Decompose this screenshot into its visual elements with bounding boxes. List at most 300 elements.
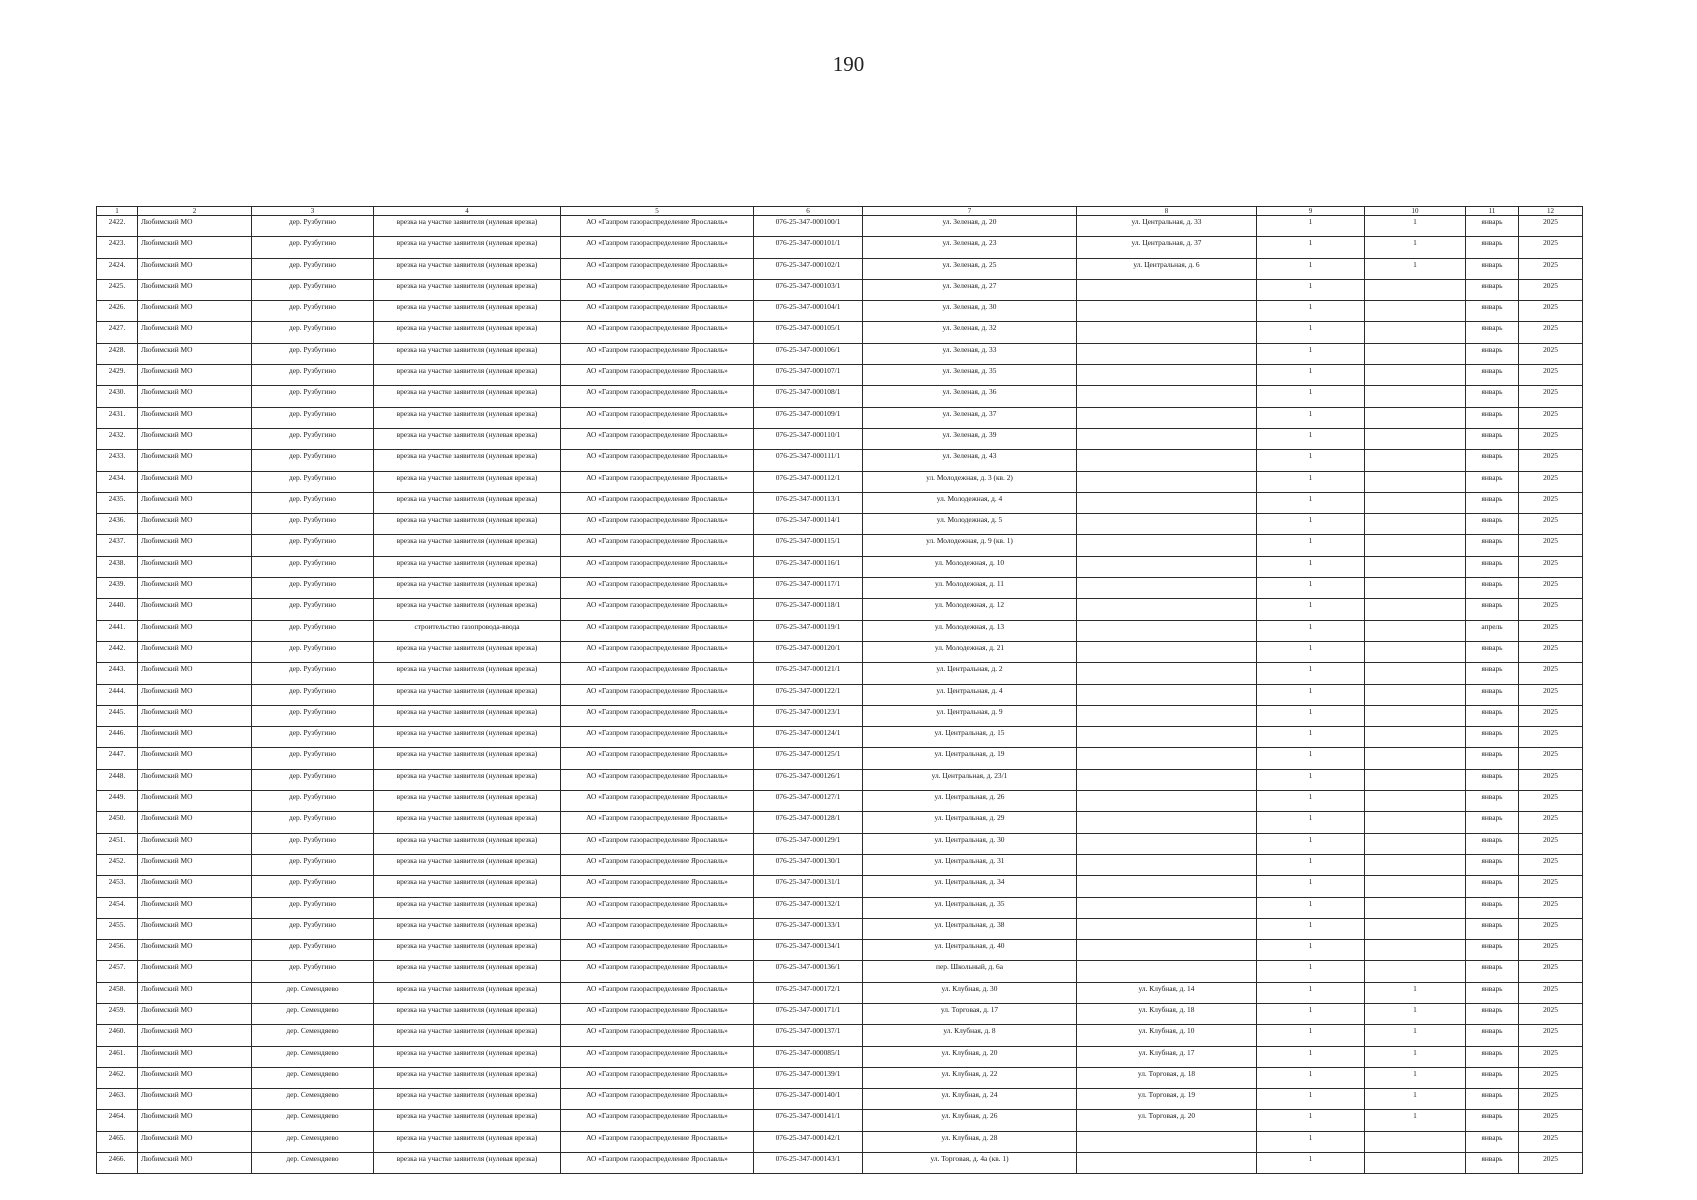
table-row — [97, 1046, 1583, 1067]
table-cell: январь — [1466, 428, 1519, 449]
table-cell: 2025 — [1519, 428, 1583, 449]
table-cell: ул. Центральная, д. 31 — [863, 854, 1077, 875]
table-cell: 1 — [1257, 386, 1365, 407]
table-cell: врезка на участке заявителя (нулевая врезка) — [374, 748, 561, 769]
table-cell — [1077, 578, 1257, 599]
table-cell — [1077, 812, 1257, 833]
table-cell — [1077, 769, 1257, 790]
table-cell: 2025 — [1519, 279, 1583, 300]
table-cell: 1 — [1257, 620, 1365, 641]
table-cell: 076-25-347-000142/1 — [754, 1131, 863, 1152]
table-cell: 2025 — [1519, 663, 1583, 684]
table-cell: АО «Газпром газораспределение Ярославль» — [561, 428, 754, 449]
table-cell: врезка на участке заявителя (нулевая врезка) — [374, 343, 561, 364]
table-cell: 1 — [1257, 450, 1365, 471]
table-cell — [1365, 279, 1466, 300]
table-cell: дер. Рузбугино — [252, 663, 374, 684]
column-number: 4 — [374, 207, 561, 216]
table-cell: дер. Семендяево — [252, 1110, 374, 1131]
table-cell: АО «Газпром газораспределение Ярославль» — [561, 450, 754, 471]
table-cell: 076-25-347-000103/1 — [754, 279, 863, 300]
table-cell: 2434. — [97, 471, 138, 492]
table-cell: 1 — [1257, 727, 1365, 748]
column-number: 7 — [863, 207, 1077, 216]
table-cell: врезка на участке заявителя (нулевая врезка) — [374, 791, 561, 812]
table-cell — [1365, 514, 1466, 535]
table-cell: 2427. — [97, 322, 138, 343]
table-cell: январь — [1466, 216, 1519, 237]
table-cell: 076-25-347-000107/1 — [754, 365, 863, 386]
table-cell — [1365, 641, 1466, 662]
table-cell: дер. Рузбугино — [252, 492, 374, 513]
table-row — [97, 556, 1583, 577]
table-cell: Любимский МО — [138, 897, 252, 918]
table-cell: 1 — [1257, 1153, 1365, 1174]
table-cell: АО «Газпром газораспределение Ярославль» — [561, 279, 754, 300]
table-cell: дер. Рузбугино — [252, 918, 374, 939]
table-cell: январь — [1466, 343, 1519, 364]
table-cell: Любимский МО — [138, 1110, 252, 1131]
table-cell: дер. Рузбугино — [252, 343, 374, 364]
table-cell: врезка на участке заявителя (нулевая врезка) — [374, 407, 561, 428]
table-cell: 1 — [1365, 1089, 1466, 1110]
table-cell: ул. Центральная, д. 6 — [1077, 258, 1257, 279]
table-cell: Любимский МО — [138, 833, 252, 854]
table-cell: январь — [1466, 705, 1519, 726]
table-cell: Любимский МО — [138, 876, 252, 897]
table-cell: АО «Газпром газораспределение Ярославль» — [561, 258, 754, 279]
table-cell: январь — [1466, 982, 1519, 1003]
table-cell: 2440. — [97, 599, 138, 620]
table-row — [97, 769, 1583, 790]
table-cell: 2462. — [97, 1067, 138, 1088]
table-cell: АО «Газпром газораспределение Ярославль» — [561, 1131, 754, 1152]
table-cell: врезка на участке заявителя (нулевая врезка) — [374, 1046, 561, 1067]
table-cell: Любимский МО — [138, 620, 252, 641]
table-row — [97, 279, 1583, 300]
table-cell: 1 — [1257, 1003, 1365, 1024]
table-cell: врезка на участке заявителя (нулевая врезка) — [374, 322, 561, 343]
table-cell — [1077, 641, 1257, 662]
table-cell: дер. Рузбугино — [252, 705, 374, 726]
table-cell: АО «Газпром газораспределение Ярославль» — [561, 748, 754, 769]
table-cell: врезка на участке заявителя (нулевая врезка) — [374, 1153, 561, 1174]
table-cell: 1 — [1365, 237, 1466, 258]
table-cell: ул. Молодежная, д. 12 — [863, 599, 1077, 620]
table-cell: дер. Рузбугино — [252, 854, 374, 875]
table-cell: 1 — [1257, 684, 1365, 705]
column-number: 3 — [252, 207, 374, 216]
table-cell: 2025 — [1519, 791, 1583, 812]
table-cell: АО «Газпром газораспределение Ярославль» — [561, 769, 754, 790]
table-cell: врезка на участке заявителя (нулевая врезка) — [374, 940, 561, 961]
table-cell: 076-25-347-000117/1 — [754, 578, 863, 599]
column-number: 2 — [138, 207, 252, 216]
table-cell: Любимский МО — [138, 365, 252, 386]
table-cell: январь — [1466, 578, 1519, 599]
table-cell: 1 — [1365, 216, 1466, 237]
table-cell: январь — [1466, 833, 1519, 854]
table-cell: ул. Молодежная, д. 10 — [863, 556, 1077, 577]
table-cell: 2454. — [97, 897, 138, 918]
table-cell: 1 — [1257, 301, 1365, 322]
table-cell: ул. Торговая, д. 17 — [863, 1003, 1077, 1024]
table-cell: Любимский МО — [138, 791, 252, 812]
table-cell — [1077, 1131, 1257, 1152]
table-cell: 2025 — [1519, 1153, 1583, 1174]
table-cell: дер. Рузбугино — [252, 641, 374, 662]
table-cell: 2447. — [97, 748, 138, 769]
table-cell: январь — [1466, 471, 1519, 492]
table-cell: 076-25-347-000143/1 — [754, 1153, 863, 1174]
table-cell: 2429. — [97, 365, 138, 386]
table-cell: АО «Газпром газораспределение Ярославль» — [561, 1153, 754, 1174]
table-cell: 076-25-347-000136/1 — [754, 961, 863, 982]
table-cell: январь — [1466, 301, 1519, 322]
table-cell: 1 — [1257, 748, 1365, 769]
table-cell: дер. Рузбугино — [252, 365, 374, 386]
table-cell — [1365, 727, 1466, 748]
table-cell: дер. Семендяево — [252, 1003, 374, 1024]
table-cell: АО «Газпром газораспределение Ярославль» — [561, 684, 754, 705]
table-cell — [1077, 833, 1257, 854]
table-cell — [1365, 705, 1466, 726]
table-cell: ул. Зеленая, д. 30 — [863, 301, 1077, 322]
table-cell: врезка на участке заявителя (нулевая врезка) — [374, 450, 561, 471]
table-cell: дер. Рузбугино — [252, 748, 374, 769]
table-cell: 2456. — [97, 940, 138, 961]
table-row — [97, 599, 1583, 620]
table-cell: 1 — [1257, 535, 1365, 556]
table-cell: АО «Газпром газораспределение Ярославль» — [561, 727, 754, 748]
table-cell: врезка на участке заявителя (нулевая врезка) — [374, 599, 561, 620]
table-cell — [1365, 812, 1466, 833]
table-cell: Любимский МО — [138, 578, 252, 599]
table-cell: 2452. — [97, 854, 138, 875]
table-cell: 1 — [1257, 322, 1365, 343]
table-cell: 1 — [1257, 812, 1365, 833]
column-number: 5 — [561, 207, 754, 216]
table-cell: ул. Клубная, д. 30 — [863, 982, 1077, 1003]
table-cell: 076-25-347-000123/1 — [754, 705, 863, 726]
column-number: 1 — [97, 207, 138, 216]
table-cell — [1077, 727, 1257, 748]
table-cell: ул. Молодежная, д. 11 — [863, 578, 1077, 599]
table-cell: 2432. — [97, 428, 138, 449]
table-row — [97, 322, 1583, 343]
table-cell — [1365, 386, 1466, 407]
table-cell: 1 — [1257, 258, 1365, 279]
table-cell: Любимский МО — [138, 301, 252, 322]
table-cell — [1365, 684, 1466, 705]
table-cell: 076-25-347-000109/1 — [754, 407, 863, 428]
table-cell: ул. Центральная, д. 38 — [863, 918, 1077, 939]
table-cell — [1365, 599, 1466, 620]
table-cell — [1077, 386, 1257, 407]
table-row — [97, 1089, 1583, 1110]
table-cell: АО «Газпром газораспределение Ярославль» — [561, 791, 754, 812]
table-cell: 2424. — [97, 258, 138, 279]
table-cell: январь — [1466, 684, 1519, 705]
table-cell: 076-25-347-000137/1 — [754, 1025, 863, 1046]
table-cell: ул. Клубная, д. 20 — [863, 1046, 1077, 1067]
table-cell: 2025 — [1519, 365, 1583, 386]
table-cell: 2433. — [97, 450, 138, 471]
table-cell: дер. Семендяево — [252, 1131, 374, 1152]
table-cell: 2025 — [1519, 833, 1583, 854]
table-cell: врезка на участке заявителя (нулевая врезка) — [374, 1110, 561, 1131]
table-cell: 1 — [1257, 216, 1365, 237]
table-cell: ул. Молодежная, д. 4 — [863, 492, 1077, 513]
table-cell: Любимский МО — [138, 748, 252, 769]
table-cell: январь — [1466, 535, 1519, 556]
table-cell: врезка на участке заявителя (нулевая врезка) — [374, 492, 561, 513]
table-cell: 2025 — [1519, 961, 1583, 982]
table-cell: 2025 — [1519, 748, 1583, 769]
table-cell: АО «Газпром газораспределение Ярославль» — [561, 641, 754, 662]
page-number: 190 — [832, 52, 865, 76]
table-row — [97, 407, 1583, 428]
table-cell: АО «Газпром газораспределение Ярославль» — [561, 407, 754, 428]
table-cell: ул. Молодежная, д. 3 (кв. 2) — [863, 471, 1077, 492]
table-cell: врезка на участке заявителя (нулевая врезка) — [374, 705, 561, 726]
table-cell — [1077, 428, 1257, 449]
table-cell: ул. Клубная, д. 24 — [863, 1089, 1077, 1110]
table-cell: дер. Рузбугино — [252, 578, 374, 599]
table-cell — [1365, 1153, 1466, 1174]
table-cell: январь — [1466, 365, 1519, 386]
table-row — [97, 727, 1583, 748]
table-cell — [1365, 1131, 1466, 1152]
table-cell: врезка на участке заявителя (нулевая врезка) — [374, 216, 561, 237]
table-cell: 2025 — [1519, 216, 1583, 237]
table-cell: АО «Газпром газораспределение Ярославль» — [561, 663, 754, 684]
table-cell: АО «Газпром газораспределение Ярославль» — [561, 599, 754, 620]
table-row — [97, 471, 1583, 492]
table-cell: 1 — [1257, 854, 1365, 875]
table-cell: 2025 — [1519, 407, 1583, 428]
header-row — [97, 207, 1583, 216]
table-row — [97, 450, 1583, 471]
table-cell: врезка на участке заявителя (нулевая врезка) — [374, 663, 561, 684]
table-cell: январь — [1466, 791, 1519, 812]
table-cell: врезка на участке заявителя (нулевая врезка) — [374, 812, 561, 833]
table-cell: АО «Газпром газораспределение Ярославль» — [561, 322, 754, 343]
table-row — [97, 641, 1583, 662]
table-cell: 076-25-347-000118/1 — [754, 599, 863, 620]
table-cell: врезка на участке заявителя (нулевая врезка) — [374, 1025, 561, 1046]
table-cell: АО «Газпром газораспределение Ярославль» — [561, 1067, 754, 1088]
table-cell: ул. Молодежная, д. 5 — [863, 514, 1077, 535]
table-cell: 2025 — [1519, 514, 1583, 535]
table-cell: 2426. — [97, 301, 138, 322]
table-cell — [1077, 1153, 1257, 1174]
table-cell: 2425. — [97, 279, 138, 300]
table-cell: 2449. — [97, 791, 138, 812]
table-cell: 1 — [1365, 982, 1466, 1003]
table-cell: 2431. — [97, 407, 138, 428]
table-cell: 2025 — [1519, 1003, 1583, 1024]
table-cell: январь — [1466, 322, 1519, 343]
table-cell: дер. Рузбугино — [252, 428, 374, 449]
table-cell: январь — [1466, 1110, 1519, 1131]
table-cell — [1365, 663, 1466, 684]
table-cell — [1077, 876, 1257, 897]
table-cell: 1 — [1365, 1046, 1466, 1067]
table-cell: Любимский МО — [138, 237, 252, 258]
table-cell: 2459. — [97, 1003, 138, 1024]
table-cell: 2435. — [97, 492, 138, 513]
table-cell: 2466. — [97, 1153, 138, 1174]
data-table — [96, 206, 1583, 1174]
table-row — [97, 1025, 1583, 1046]
table-cell: январь — [1466, 1089, 1519, 1110]
table-cell: дер. Семендяево — [252, 1046, 374, 1067]
table-cell: 2463. — [97, 1089, 138, 1110]
table-cell: ул. Торговая, д. 20 — [1077, 1110, 1257, 1131]
table-cell: 076-25-347-000101/1 — [754, 237, 863, 258]
table-cell: дер. Рузбугино — [252, 876, 374, 897]
table-cell: 2025 — [1519, 1067, 1583, 1088]
table-cell: АО «Газпром газораспределение Ярославль» — [561, 492, 754, 513]
table-cell: Любимский МО — [138, 514, 252, 535]
table-cell: 2025 — [1519, 812, 1583, 833]
table-row — [97, 854, 1583, 875]
table-row — [97, 535, 1583, 556]
table-cell: АО «Газпром газораспределение Ярославль» — [561, 940, 754, 961]
table-cell: Любимский МО — [138, 386, 252, 407]
table-cell: 1 — [1365, 1067, 1466, 1088]
table-cell: 2422. — [97, 216, 138, 237]
table-cell: 2460. — [97, 1025, 138, 1046]
table-cell: 076-25-347-000116/1 — [754, 556, 863, 577]
table-cell: ул. Центральная, д. 26 — [863, 791, 1077, 812]
table-cell: 1 — [1257, 982, 1365, 1003]
table-cell: Любимский МО — [138, 492, 252, 513]
table-cell: врезка на участке заявителя (нулевая врезка) — [374, 1067, 561, 1088]
table-cell: АО «Газпром газораспределение Ярославль» — [561, 812, 754, 833]
table-cell: 1 — [1257, 407, 1365, 428]
table-row — [97, 1067, 1583, 1088]
table-cell: дер. Рузбугино — [252, 322, 374, 343]
table-cell: дер. Рузбугино — [252, 620, 374, 641]
table-cell: январь — [1466, 940, 1519, 961]
table-cell: 1 — [1257, 279, 1365, 300]
table-cell — [1365, 450, 1466, 471]
table-cell: Любимский МО — [138, 1153, 252, 1174]
table-cell — [1077, 343, 1257, 364]
table-cell: 076-25-347-000122/1 — [754, 684, 863, 705]
table-cell: АО «Газпром газораспределение Ярославль» — [561, 471, 754, 492]
table-cell: АО «Газпром газораспределение Ярославль» — [561, 918, 754, 939]
table-cell: Любимский МО — [138, 1089, 252, 1110]
table-cell: ул. Центральная, д. 2 — [863, 663, 1077, 684]
table-cell: ул. Зеленая, д. 20 — [863, 216, 1077, 237]
table-cell: дер. Рузбугино — [252, 791, 374, 812]
table-cell — [1077, 407, 1257, 428]
table-cell: 076-25-347-000112/1 — [754, 471, 863, 492]
table-cell: Любимский МО — [138, 961, 252, 982]
table-cell: АО «Газпром газораспределение Ярославль» — [561, 833, 754, 854]
table-cell: ул. Центральная, д. 29 — [863, 812, 1077, 833]
table-row — [97, 365, 1583, 386]
table-cell — [1077, 471, 1257, 492]
table-cell: 2025 — [1519, 705, 1583, 726]
table-cell — [1365, 918, 1466, 939]
table-row — [97, 578, 1583, 599]
table-cell: дер. Рузбугино — [252, 279, 374, 300]
table-cell: 2025 — [1519, 684, 1583, 705]
table-cell — [1365, 791, 1466, 812]
table-cell: 1 — [1257, 1131, 1365, 1152]
table-cell: дер. Рузбугино — [252, 237, 374, 258]
table-row — [97, 812, 1583, 833]
table-cell: январь — [1466, 599, 1519, 620]
table-cell: 2438. — [97, 556, 138, 577]
table-cell: 1 — [1257, 343, 1365, 364]
table-cell: 2025 — [1519, 876, 1583, 897]
column-number: 6 — [754, 207, 863, 216]
table-cell: врезка на участке заявителя (нулевая врезка) — [374, 769, 561, 790]
table-cell: врезка на участке заявителя (нулевая врезка) — [374, 641, 561, 662]
table-cell: 2423. — [97, 237, 138, 258]
table-cell: январь — [1466, 1025, 1519, 1046]
table-cell: ул. Молодежная, д. 13 — [863, 620, 1077, 641]
table-cell: 1 — [1257, 663, 1365, 684]
table-cell: АО «Газпром газораспределение Ярославль» — [561, 854, 754, 875]
table-cell: ул. Клубная, д. 8 — [863, 1025, 1077, 1046]
table-cell: АО «Газпром газораспределение Ярославль» — [561, 1003, 754, 1024]
table-cell: 2464. — [97, 1110, 138, 1131]
table-cell — [1077, 940, 1257, 961]
table-cell: дер. Рузбугино — [252, 812, 374, 833]
table-cell — [1365, 556, 1466, 577]
table-cell: 076-25-347-000131/1 — [754, 876, 863, 897]
table-cell: АО «Газпром газораспределение Ярославль» — [561, 620, 754, 641]
table-cell — [1077, 897, 1257, 918]
table-cell: 2025 — [1519, 1089, 1583, 1110]
table-cell: январь — [1466, 918, 1519, 939]
table-cell: АО «Газпром газораспределение Ярославль» — [561, 386, 754, 407]
table-cell: 076-25-347-000105/1 — [754, 322, 863, 343]
table-cell: 076-25-347-000108/1 — [754, 386, 863, 407]
table-cell: 2444. — [97, 684, 138, 705]
table-cell: 076-25-347-000085/1 — [754, 1046, 863, 1067]
table-cell: 076-25-347-000110/1 — [754, 428, 863, 449]
table-cell: дер. Рузбугино — [252, 407, 374, 428]
table-cell: январь — [1466, 258, 1519, 279]
table-cell: Любимский МО — [138, 684, 252, 705]
table-cell: 2025 — [1519, 982, 1583, 1003]
table-cell: 1 — [1257, 940, 1365, 961]
table-cell: ул. Центральная, д. 35 — [863, 897, 1077, 918]
table-cell: 2025 — [1519, 535, 1583, 556]
table-cell: ул. Зеленая, д. 43 — [863, 450, 1077, 471]
table-cell: 2025 — [1519, 492, 1583, 513]
table-row — [97, 343, 1583, 364]
table-cell — [1077, 450, 1257, 471]
table-cell: 076-25-347-000119/1 — [754, 620, 863, 641]
table-cell: январь — [1466, 876, 1519, 897]
table-cell: Любимский МО — [138, 343, 252, 364]
table-cell: 2025 — [1519, 556, 1583, 577]
table-cell: январь — [1466, 556, 1519, 577]
table-row — [97, 1153, 1583, 1174]
table-cell — [1077, 599, 1257, 620]
table-cell: 1 — [1257, 897, 1365, 918]
table-cell: январь — [1466, 897, 1519, 918]
table-cell: ул. Молодежная, д. 21 — [863, 641, 1077, 662]
